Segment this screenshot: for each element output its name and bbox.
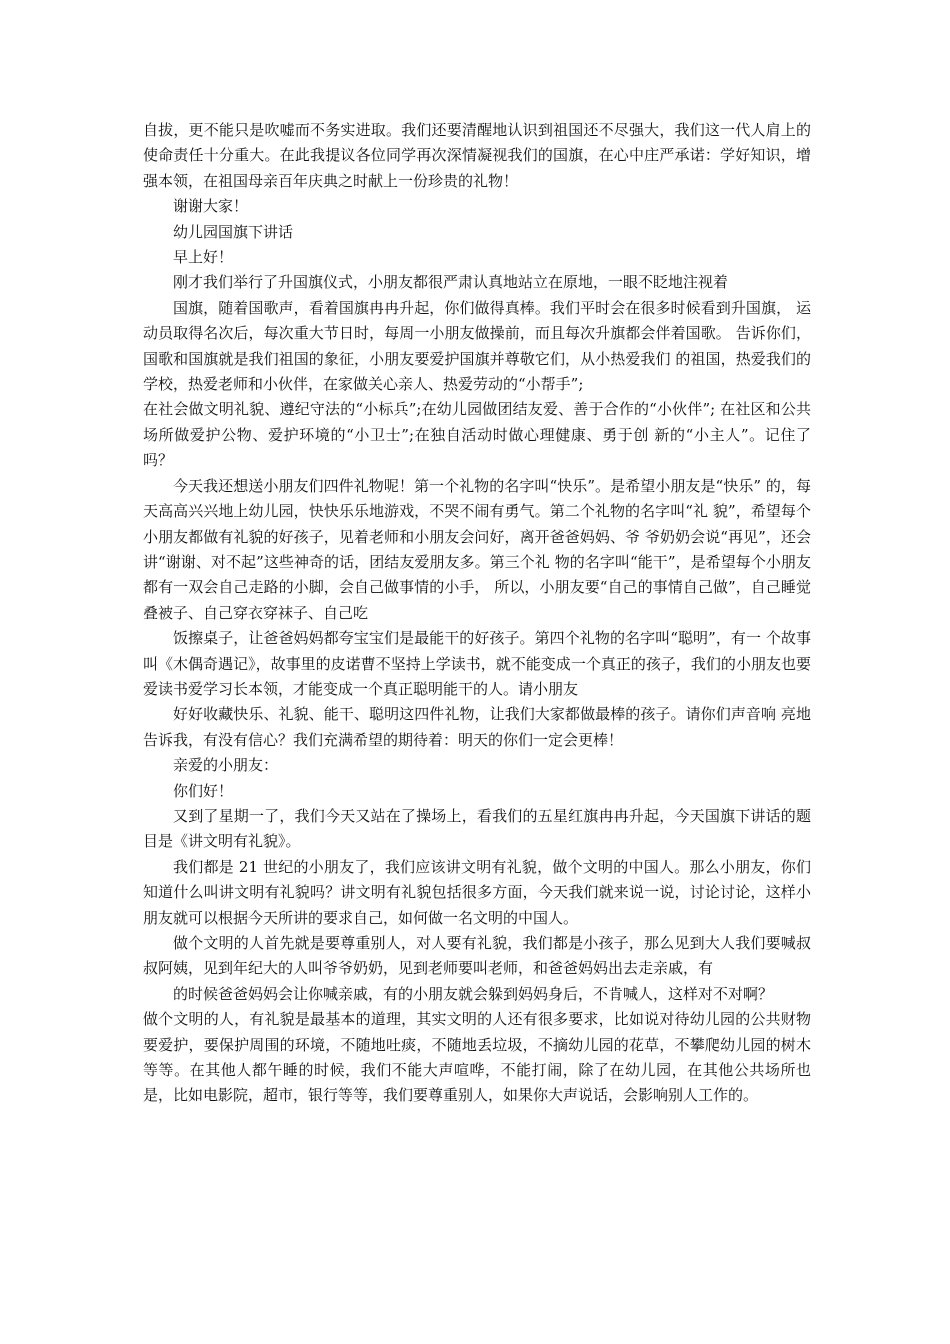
paragraph-15: 做个文明的人首先就是要尊重别人，对人要有礼貌，我们都是小孩子，那么见到大人我们要喊叔叔阿姨，见到年纪大的人叫爷爷奶奶，见到老师要叫老师，和爸爸妈妈出去走亲戚，有: [143, 934, 811, 978]
paragraph-3: 幼儿园国旗下讲话: [173, 222, 294, 241]
paragraph-8: 今天我还想送小朋友们四件礼物呢！第一个礼物的名字叫“快乐”。是希望小朋友是“快乐” 的，每天高高兴兴地上幼儿园，快快乐乐地游戏，不哭不闹有勇气。第二个礼物的名字叫“礼 貌”，希望每个小朋友都做有礼貌的好孩子，见着老师和小朋友会问好，离开爸爸妈妈、爷 爷奶奶会说“再见”，还会讲“谢谢、对不起”这些神奇的话，团结友爱朋友多。第三个礼 物的名字叫“能干”，是希望每个小朋友都有一双会自己走路的小脚，会自己做事情的小手， 所以，小朋友要“自己的事情自己做”，自己睡觉叠被子、自己穿衣穿袜子、自己吃: [143, 476, 811, 622]
paragraph-9: 饭擦桌子，让爸爸妈妈都夸宝宝们是最能干的好孩子。第四个礼物的名字叫“聪明”，有一 个故事叫《木偶奇遇记》，故事里的皮诺曹不坚持上学读书，就不能变成一个真正的孩子，我们的小朋友也要爱读书爱学习长本领，才能变成一个真正聪明能干的人。请小朋友: [143, 629, 811, 698]
paragraph-5: 刚才我们举行了升国旗仪式，小朋友都很严肃认真地站立在原地，一眼不眨地注视着: [173, 273, 729, 292]
paragraph-17: 做个文明的人，有礼貌是最基本的道理，其实文明的人还有很多要求，比如说对待幼儿园的公共财物要爱护，要保护周围的环境，不随地吐痰，不随地丢垃圾，不摘幼儿园的花草，不攀爬幼儿园的树木等等。在其他人都午睡的时候，我们不能大声喧哗，不能打闹，除了在幼儿园，在其他公共场所也是，比如电影院，超市，银行等等，我们要尊重别人，如果你大声说话，会影响别人工作的。: [143, 1010, 811, 1105]
document-page: [143, 118, 811, 1109]
paragraph-4: 早上好！: [173, 248, 234, 267]
paragraph-2: 谢谢大家！: [173, 197, 249, 216]
paragraph-6: 国旗，随着国歌声，看着国旗冉冉升起，你们做得真棒。我们平时会在很多时候看到升国旗， 运动员取得名次后，每次重大节日时，每周一小朋友做操前，而且每次升旗都会伴着国歌。 告诉你们，国歌和国旗就是我们祖国的象征，小朋友要爱护国旗并尊敬它们，从小热爱我们 的祖国，热爱我们的学校，热爱老师和小伙伴，在家做关心亲人、热爱劳动的“小帮手”;: [143, 298, 811, 394]
paragraph-13: 又到了星期一了，我们今天又站在了操场上，看我们的五星红旗冉冉升起，今天国旗下讲话的题目是《讲文明有礼貌》。: [143, 806, 811, 851]
paragraph-12: 你们好！: [173, 781, 234, 800]
paragraph-14: 我们都是 21 世纪的小朋友了，我们应该讲文明有礼貌，做个文明的中国人。那么小朋友，你们知道什么叫讲文明有礼貌吗？讲文明有礼貌包括很多方面，今天我们就来说一说，讨论讨论，这样小朋友就可以根据今天所讲的要求自己，如何做一名文明的中国人。: [143, 857, 811, 927]
paragraph-7: 在社会做文明礼貌、遵纪守法的“小标兵”;在幼儿园做团结友爱、善于合作的“小伙伴”; 在社区和公共场所做爱护公物、爱护环境的“小卫士”;在独自活动时做心理健康、勇于创 新的“小主人”。记住了吗？: [143, 400, 811, 470]
paragraph-10: 好好收藏快乐、礼貌、能干、聪明这四件礼物，让我们大家都做最棒的孩子。请你们声音响 亮地告诉我，有没有信心？我们充满希望的期待着：明天的你们一定会更棒！: [143, 705, 811, 749]
paragraph-11: 亲爱的小朋友：: [173, 756, 279, 775]
paragraph-16: 的时候爸爸妈妈会让你喊亲戚，有的小朋友就会躲到妈妈身后，不肯喊人，这样对不对啊？: [173, 984, 774, 1003]
paragraph-1: 自拔，更不能只是吹嘘而不务实进取。我们还要清醒地认识到祖国还不尽强大，我们这一代人肩上的使命责任十分重大。在此我提议各位同学再次深情凝视我们的国旗，在心中庄严承诺：学好知识，增强本领，在祖国母亲百年庆典之时献上一份珍贵的礼物！: [143, 121, 811, 190]
